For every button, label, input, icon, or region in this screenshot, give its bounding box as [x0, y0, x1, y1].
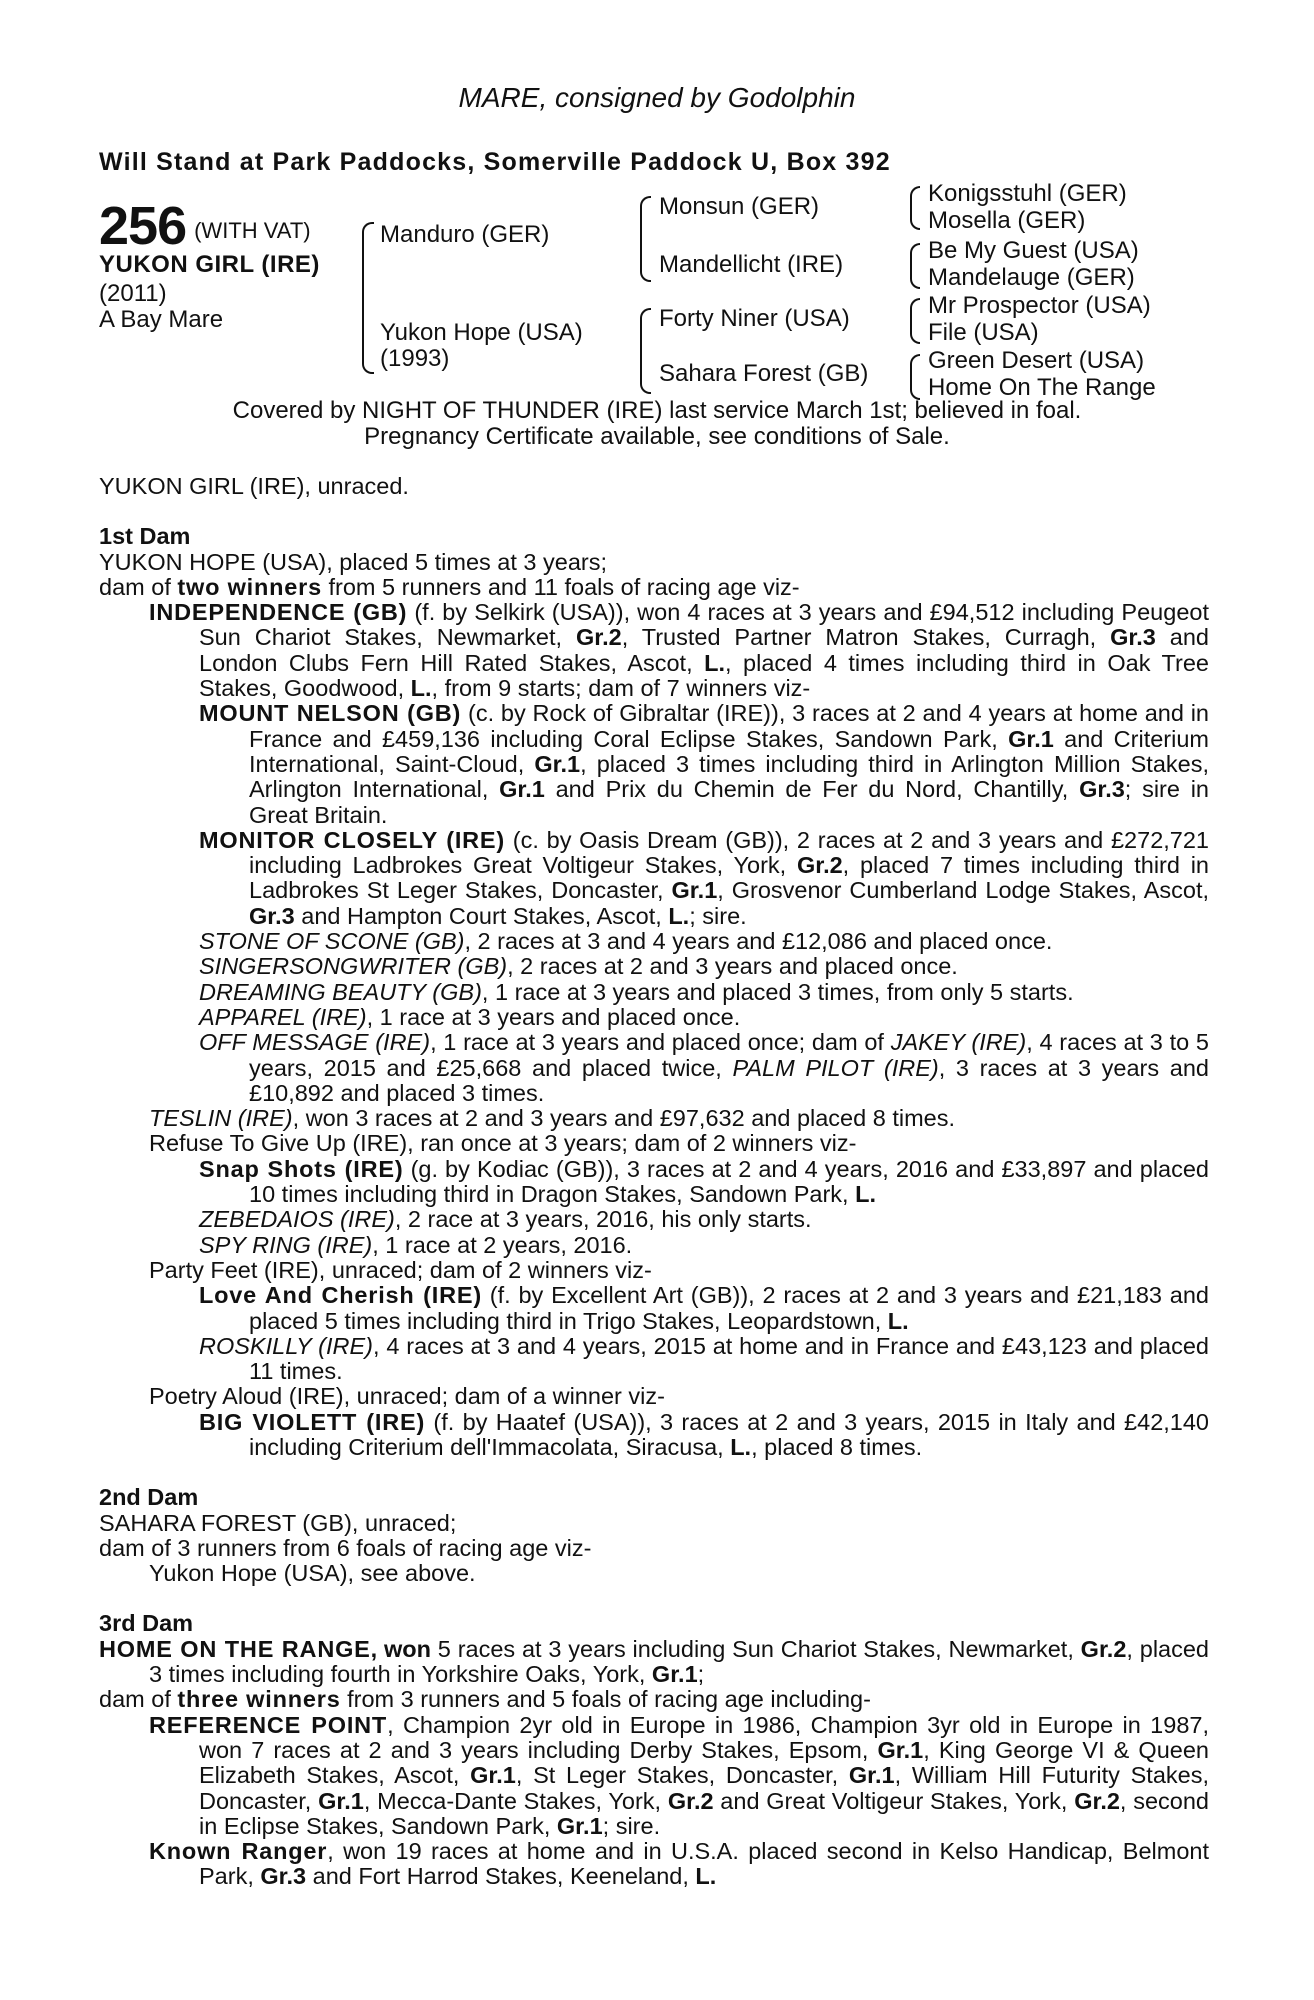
- pedigree-ddd: Home On The Range: [928, 374, 1156, 401]
- unraced-line: YUKON GIRL (IRE), unraced.: [99, 473, 409, 499]
- produce-roskilly: ROSKILLY (IRE), 4 races at 3 and 4 years, 2015 at home and in France and £43,123 and placed 11 times.: [199, 1332, 1209, 1385]
- first-dam-line1: YUKON HOPE (USA), placed 5 times at 3 years;: [99, 548, 608, 575]
- produce-refuse-to-give-up: Refuse To Give Up (IRE), ran once at 3 years; dam of 2 winners viz-: [149, 1130, 857, 1157]
- third-dam-heading: 3rd Dam: [99, 1610, 194, 1637]
- second-dam-heading: 2nd Dam: [99, 1484, 199, 1511]
- second-dam-line2: dam of 3 runners from 6 foals of racing age viz-: [99, 1534, 592, 1561]
- produce-love-and-cherish: Love And Cherish (IRE) (f. by Excellent Art (GB)), 2 races at 2 and 3 years and £21,183 and placed 5 times including third in Trigo Stakes, Leopardstown, L.: [199, 1282, 1209, 1334]
- pedigree-brace-ds: [910, 298, 920, 344]
- pedigree-dam-sire: Forty Niner (USA): [659, 305, 850, 332]
- produce-spy-ring: SPY RING (IRE), 1 race at 2 years, 2016.: [199, 1231, 633, 1258]
- pedigree-dds: Green Desert (USA): [928, 347, 1145, 374]
- first-dam-line2: dam of two winners from 5 runners and 11 foals of racing age viz-: [99, 573, 800, 600]
- third-dam-dam-of: dam of three winners from 3 runners and 5 foals of racing age including-: [99, 1686, 871, 1713]
- pedigree-brace-ss: [910, 186, 920, 230]
- catalogue-body: [99, 474, 1209, 1890]
- second-dam-line1: SAHARA FOREST (GB), unraced;: [99, 1509, 457, 1536]
- produce-zebedaios: ZEBEDAIOS (IRE), 2 race at 3 years, 2016, his only starts.: [199, 1206, 812, 1233]
- pedigree-sire-sire: Monsun (GER): [659, 193, 820, 220]
- lot-vat: (WITH VAT): [194, 218, 311, 243]
- produce-known-ranger: Known Ranger, won 19 races at home and in U.S.A. placed second in Kelso Handicap, Belmont Park, Gr.3 and Fort Harrod Stakes, Keeneland, L.: [149, 1838, 1209, 1890]
- third-dam-home-on-the-range: HOME ON THE RANGE, won 5 races at 3 years including Sun Chariot Stakes, Newmarket, Gr.2, placed 3 times including fourth in Yorkshire Oaks, York, Gr.1;: [99, 1635, 1209, 1688]
- pedigree-sdd: Mandelauge (GER): [928, 264, 1135, 291]
- produce-snap-shots: Snap Shots (IRE) (g. by Kodiac (GB)), 3 races at 2 and 4 years, 2016 and £33,897 and placed 10 times including third in Dragon Stakes, Sandown Park, L.: [199, 1155, 1209, 1208]
- produce-poetry-aloud: Poetry Aloud (IRE), unraced; dam of a winner viz-: [149, 1383, 665, 1410]
- stand-location: Will Stand at Park Paddocks, Somerville Paddock U, Box 392: [99, 148, 891, 176]
- pedigree-sds: Be My Guest (USA): [928, 237, 1139, 264]
- pedigree-ssd: Mosella (GER): [928, 207, 1086, 234]
- pedigree-sss: Konigsstuhl (GER): [928, 180, 1127, 207]
- produce-reference-point: REFERENCE POINT, Champion 2yr old in Europe in 1986, Champion 3yr old in Europe in 1987, won 7 races at 2 and 3 years including Derby Stakes, Epsom, Gr.1, King George VI & Queen Elizabeth Stakes, Ascot, Gr.1, St Leger Stakes, Doncaster, Gr.1, William Hill Futurity Stakes, Doncaster, Gr.1, Mecca-Dante Stakes, York, Gr.2 and Great Voltigeur Stakes, York, Gr.2, second in Eclipse Stakes, Sandown Park, Gr.1; sire.: [149, 1711, 1209, 1839]
- pedigree-dsd: File (USA): [928, 319, 1039, 346]
- pedigree-brace-main: [362, 222, 374, 374]
- page-title: MARE, consigned by Godolphin: [458, 82, 856, 113]
- horse-year: (2011): [99, 280, 167, 307]
- produce-stone-of-scone: STONE OF SCONE (GB), 2 races at 3 and 4 years and £12,086 and placed once.: [199, 928, 1053, 955]
- pedigree-dss: Mr Prospector (USA): [928, 292, 1151, 319]
- produce-teslin: TESLIN (IRE), won 3 races at 2 and 3 years and £97,632 and placed 8 times.: [149, 1105, 955, 1132]
- pedigree-dam-dam: Sahara Forest (GB): [659, 360, 869, 387]
- produce-dreaming-beauty: DREAMING BEAUTY (GB), 1 race at 3 years and placed 3 times, from only 5 starts.: [199, 978, 1074, 1005]
- first-dam-heading: 1st Dam: [99, 523, 191, 550]
- produce-mount-nelson: MOUNT NELSON (GB) (c. by Rock of Gibraltar (IRE)), 3 races at 2 and 4 years at home and in France and £459,136 including Coral Eclipse Stakes, Sandown Park, Gr.1 and Criterium International, Saint-Cloud, Gr.1, placed 3 times including third in Arlington Million Stakes, Arlington International, Gr.1 and Prix du Chemin de Fer du Nord, Chantilly, Gr.3; sire in Great Britain.: [199, 700, 1209, 828]
- produce-big-violett: BIG VIOLETT (IRE) (f. by Haatef (USA)), 3 races at 2 and 3 years, 2015 in Italy and £42,140 including Criterium dell'Immacolata, Siracusa, L., placed 8 times.: [199, 1408, 1209, 1460]
- second-dam-line3: Yukon Hope (USA), see above.: [149, 1560, 476, 1587]
- covered-note: Covered by NIGHT OF THUNDER (IRE) last service March 1st; believed in foal.: [232, 397, 1082, 424]
- pregnancy-note: Pregnancy Certificate available, see conditions of Sale.: [364, 423, 950, 450]
- lot-number-row: [99, 195, 311, 257]
- pedigree-sire-dam: Mandellicht (IRE): [659, 251, 844, 278]
- produce-off-message: OFF MESSAGE (IRE), 1 race at 3 years and placed once; dam of JAKEY (IRE), 4 races at 3 to 5 years, 2015 and £25,668 and placed twice, PALM PILOT (IRE), 3 races at 3 years and £10,892 and placed 3 times.: [199, 1029, 1209, 1106]
- horse-description: A Bay Mare: [99, 306, 224, 333]
- horse-name: YUKON GIRL (IRE): [99, 251, 320, 278]
- produce-apparel: APPAREL (IRE), 1 race at 3 years and placed once.: [199, 1003, 741, 1030]
- pedigree-dam: Yukon Hope (USA): [380, 319, 583, 346]
- pedigree-brace-sire: [640, 196, 651, 282]
- lot-number: 256: [99, 196, 187, 256]
- produce-singersongwriter: SINGERSONGWRITER (GB), 2 races at 2 and 3 years and placed once.: [199, 953, 958, 980]
- pedigree-brace-dd: [910, 354, 920, 400]
- pedigree-brace-dam: [640, 308, 651, 394]
- pedigree-dam-year: (1993): [380, 345, 450, 372]
- pedigree-sire: Manduro (GER): [380, 221, 550, 248]
- produce-independence: INDEPENDENCE (GB) (f. by Selkirk (USA)), won 4 races at 3 years and £94,512 including Peugeot Sun Chariot Stakes, Newmarket, Gr.2, Trusted Partner Matron Stakes, Curragh, Gr.3 and London Clubs Fern Hill Rated Stakes, Ascot, L., placed 4 times including third in Oak Tree Stakes, Goodwood, L., from 9 starts; dam of 7 winners viz-: [149, 599, 1209, 702]
- produce-monitor-closely: MONITOR CLOSELY (IRE) (c. by Oasis Dream (GB)), 2 races at 2 and 3 years and £272,721 including Ladbrokes Great Voltigeur Stakes, York, Gr.2, placed 7 times including third in Ladbrokes St Leger Stakes, Doncaster, Gr.1, Grosvenor Cumberland Lodge Stakes, Ascot, Gr.3 and Hampton Court Stakes, Ascot, L.; sire.: [199, 826, 1210, 929]
- produce-party-feet: Party Feet (IRE), unraced; dam of 2 winners viz-: [149, 1256, 652, 1283]
- pedigree-brace-sd: [910, 243, 920, 289]
